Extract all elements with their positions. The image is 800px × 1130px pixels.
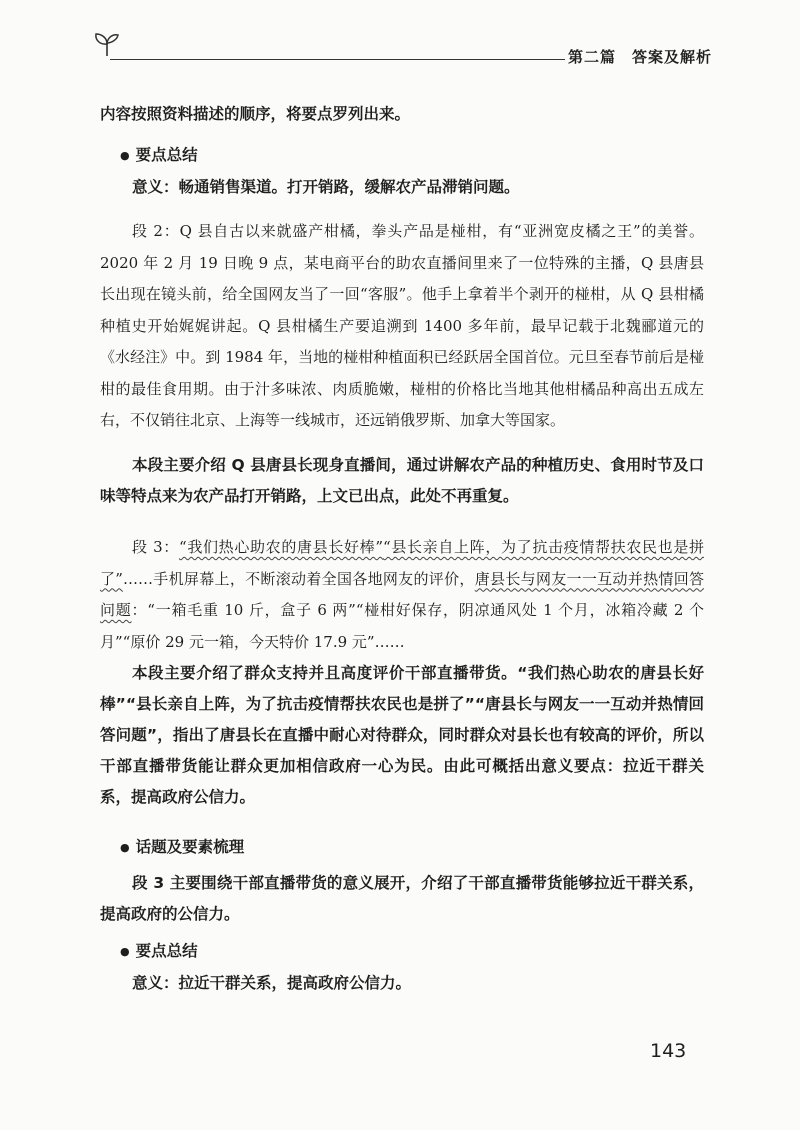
paragraph-2-analysis: 本段主要介绍 Q 县唐县长现身直播间，通过讲解农产品的种植历史、食用时节及口味等特点来为农产品打开销路，上文已出点，此处不再重复。 (100, 456, 704, 505)
paragraph-3-analysis: 本段主要介绍了群众支持并且高度评价干部直播带货。“我们热心助农的唐县长好棒”“县长亲自上阵，为了抗击疫情帮扶农民也是拼了”“唐县长与网友一一互动并热情回答问题”，指出了唐县长在直播中耐心对待群众，同时群众对县长也有较高的评价，所以干部直播带货能让群众更加相信政府一心为民。由此可概括出意义要点：拉近干群关系，提高政府公信力。 (100, 664, 704, 806)
sprout-icon (92, 30, 122, 60)
para3-middle: ……手机屏幕上，不断滚动着全国各地网友的评价， (122, 569, 475, 588)
paragraph-2: 段 2：Q 县自古以来就盛产柑橘，拳头产品是椪柑，有“亚洲宽皮橘之王”的美誉。2020 年 2 月 19 日晚 9 点，某电商平台的助农直播间里来了一位特殊的主播，Q 县唐县长出现在镜头前，给全国网友当了一回“客服”。他手上拿着半个剥开的椪柑，从 Q 县柑橘种植史开始娓娓讲起。Q 县柑橘生产要追溯到 1400 多年前，最早记载于北魏郦道元的《水经注》中。到 1984 年，当地的椪柑种植面积已经跃居全国首位。元旦至春节前后是椪柑的最佳食用期。由于汁多味浓、肉质脆嫩，椪柑的价格比当地其他柑橘品种高出五成左右，不仅销往北京、上海等一线城市，还远销俄罗斯、加拿大等国家。 (100, 222, 704, 429)
para3-rest: ：“一箱毛重 10 斤，盒子 6 两”“椪柑好保存，阴凉通风处 1 个月，冰箱冷藏 2 个月”“原价 29 元一箱，今天特价 17.9 元”…… (100, 601, 704, 651)
chapter-title: 第二篇 答案及解析 (567, 48, 712, 66)
intro-line: 内容按照资料描述的顺序，将要点罗列出来。 (100, 105, 411, 123)
paragraph-3 (100, 532, 704, 658)
para3-quote2: “县长亲自上阵，为了抗击疫情帮扶农民也是拼了” (100, 538, 705, 588)
summary1-text: 意义：畅通销售渠道。打开销路，缓解农产品滞销问题。 (132, 178, 520, 196)
header-rule (110, 59, 565, 60)
summary2-heading: ● 要点总结 (100, 936, 724, 967)
page-number: 143 (650, 1040, 687, 1062)
topic-text: 段 3 主要围绕干部直播带货的意义展开，介绍了干部直播带货能够拉近干群关系，提高政府的公信力。 (100, 874, 704, 923)
summary2-text: 意义：拉近干群关系，提高政府公信力。 (132, 974, 412, 992)
para3-prefix: 段 3： (132, 538, 179, 556)
page-header (92, 28, 712, 70)
para3-quote1: “我们热心助农的唐县长好棒” (178, 538, 383, 556)
para3-quote3: 唐县长与网友一一互动并热情回答问题 (100, 569, 704, 619)
topic-heading: ● 话题及要素梳理 (100, 832, 724, 863)
summary1-heading: ● 要点总结 (100, 140, 724, 171)
